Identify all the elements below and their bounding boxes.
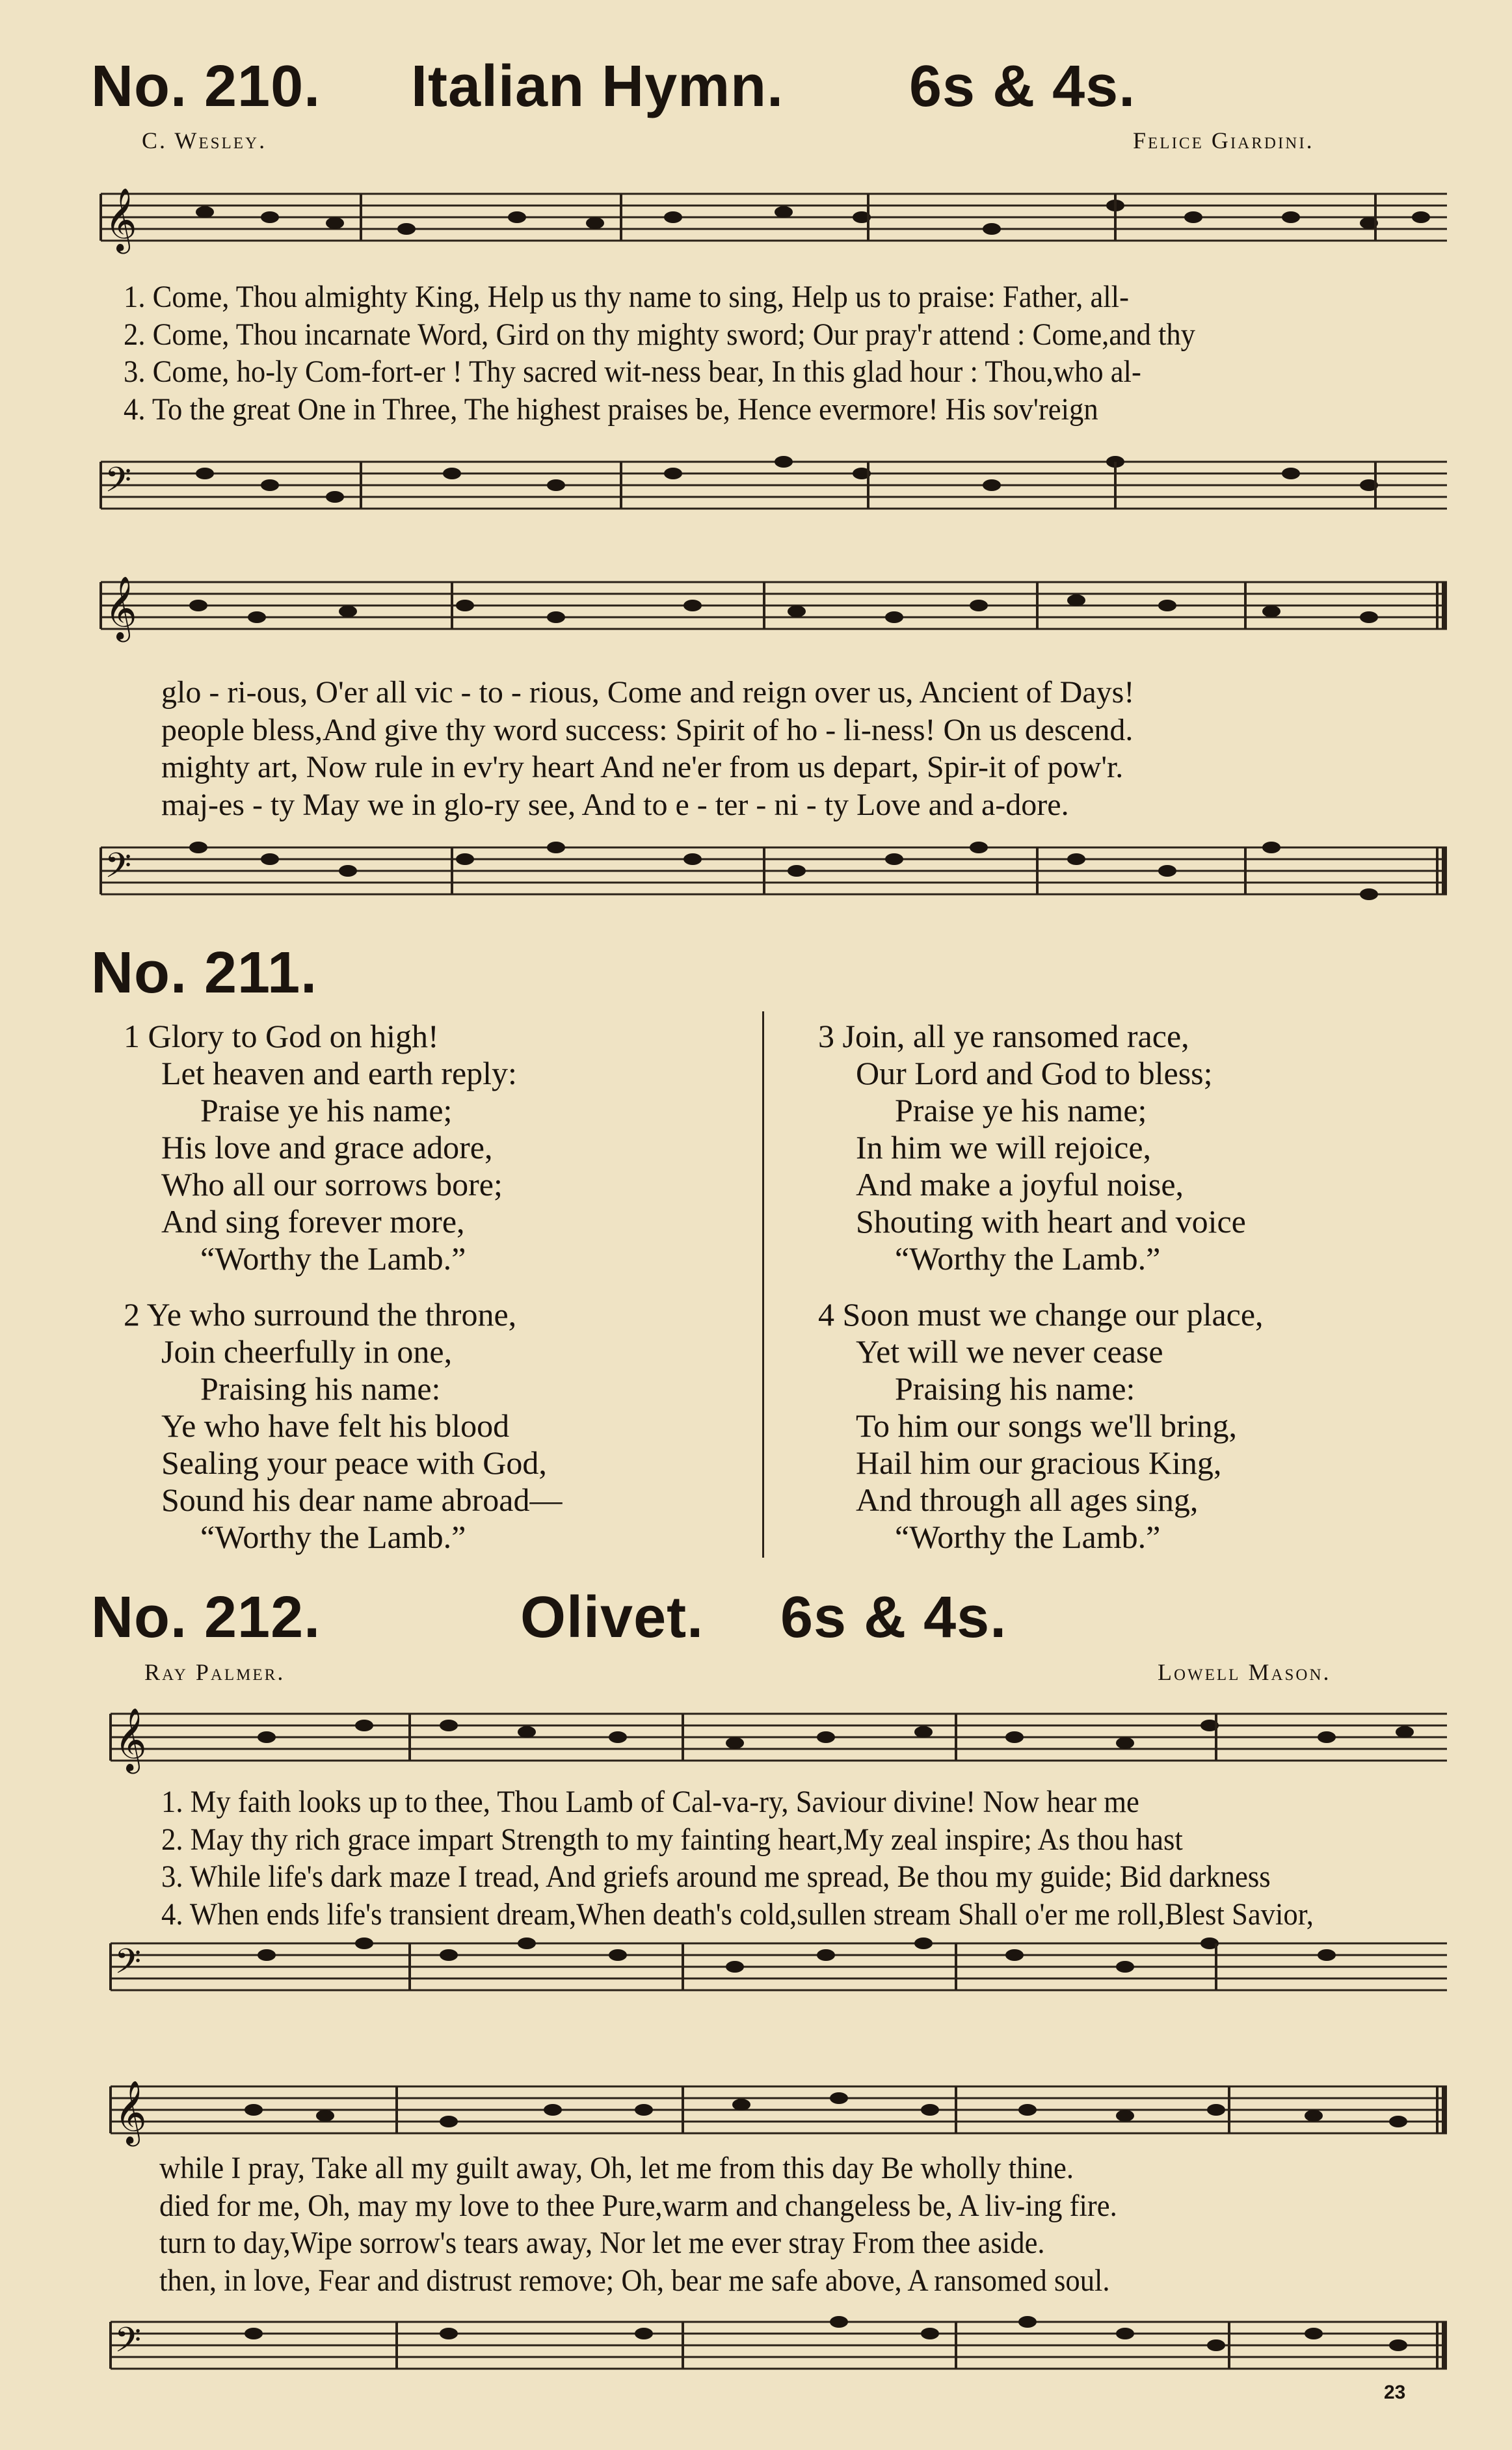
stanza-line: Ye who have felt his blood: [161, 1407, 510, 1444]
svg-text:𝄢: 𝄢: [105, 846, 132, 894]
hymn-211-number: No. 211.: [91, 940, 318, 1005]
treble-staff: [111, 1707, 1447, 1779]
bass-staff: [111, 1937, 1447, 2008]
verse-line: while I pray, Take all my guilt away, Oh, let me from this day Be wholly thine.: [159, 2151, 1074, 2185]
hymn-210-meter: 6s & 4s.: [909, 54, 1136, 119]
hymn-212-verse-lines-a: [161, 1783, 1314, 1933]
hymn-212-name: Olivet.: [520, 1585, 704, 1650]
stanza-1: [124, 1018, 517, 1277]
verse-line: maj-es - ty May we in glo-ry see, And to e - ter - ni - ty Love and a-dore.: [161, 787, 1069, 822]
hymn-210-author: C. Wesley.: [142, 127, 267, 153]
stanza-line: And make a joyful noise,: [856, 1166, 1184, 1203]
stanza-line: Praising his name:: [200, 1370, 441, 1407]
hymn-210-number: No. 210.: [91, 54, 321, 119]
page-number: 23: [1384, 2382, 1406, 2403]
treble-staff: [111, 2080, 1447, 2151]
stanza-line: In him we will rejoice,: [856, 1129, 1152, 1165]
stanza-4: [818, 1296, 1264, 1556]
stanza-line: Let heaven and earth reply:: [161, 1055, 517, 1091]
stanza-line: Soon must we change our place,: [842, 1296, 1264, 1333]
stanza-line: And sing forever more,: [161, 1203, 465, 1240]
treble-staff: [101, 187, 1447, 259]
treble-staff: [101, 576, 1447, 647]
hymn-212-meter: 6s & 4s.: [780, 1585, 1007, 1650]
hymn-212-author: Ray Palmer.: [144, 1659, 285, 1685]
verse-line: mighty art, Now rule in ev'ry heart And ne'er from us depart, Spir-it of pow'r.: [161, 750, 1124, 784]
stanza-line: Shouting with heart and voice: [856, 1203, 1246, 1240]
hymn-212-composer: Lowell Mason.: [1158, 1659, 1331, 1685]
stanza-number: 3: [818, 1018, 834, 1054]
stanza-line: And through all ages sing,: [856, 1482, 1199, 1518]
svg-text:𝄢: 𝄢: [114, 2321, 142, 2369]
hymn-212-verse-lines-b: [159, 2150, 1117, 2299]
verse-line: 1. My faith looks up to thee, Thou Lamb of Cal-va-ry, Saviour divine! Now hear me: [161, 1785, 1139, 1819]
stanza-line: “Worthy the Lamb.”: [895, 1519, 1161, 1555]
stanza-line: Join cheerfully in one,: [161, 1333, 453, 1370]
stanza-line: Our Lord and God to bless;: [856, 1055, 1213, 1091]
hymn-210-composer: Felice Giardini.: [1133, 127, 1314, 153]
verse-line: people bless,And give thy word success: Spirit of ho - li-ness! On us descend.: [161, 712, 1134, 747]
stanza-line: Hail him our gracious King,: [856, 1445, 1222, 1481]
verse-line: 2. May thy rich grace impart Strength to my fainting heart,My zeal inspire; As thou hast: [161, 1822, 1183, 1857]
stanza-line: “Worthy the Lamb.”: [895, 1240, 1161, 1277]
stanza-line: Praise ye his name;: [200, 1092, 453, 1128]
svg-text:𝄞: 𝄞: [114, 1707, 147, 1771]
stanza-line: Praising his name:: [895, 1370, 1135, 1407]
verse-line: 3. Come, ho-ly Com-fort-er ! Thy sacred wit-ness bear, In this glad hour : Thou,who al-: [124, 354, 1141, 389]
hymn-210-name: Italian Hymn.: [411, 54, 784, 119]
svg-text:𝄢: 𝄢: [105, 460, 132, 509]
stanza-line: His love and grace adore,: [161, 1129, 493, 1165]
svg-text:𝄞: 𝄞: [105, 187, 137, 251]
hymn-210-verse-lines-b: [161, 674, 1134, 823]
verse-line: glo - ri-ous, O'er all vic - to - rious, Come and reign over us, Ancient of Days!: [161, 675, 1135, 710]
stanza-number: 1: [124, 1018, 140, 1054]
stanza-number: 4: [818, 1296, 834, 1333]
stanza-line: Sound his dear name abroad—: [161, 1482, 563, 1518]
verse-line: 4. To the great One in Three, The highest praises be, Hence evermore! His sov'reign: [124, 392, 1098, 427]
svg-text:𝄞: 𝄞: [105, 576, 137, 639]
verse-line: 1. Come, Thou almighty King, Help us thy name to sing, Help us to praise: Father, all-: [124, 280, 1129, 314]
stanza-line: Who all our sorrows bore;: [161, 1166, 503, 1203]
stanza-3: [818, 1018, 1246, 1277]
stanza-line: “Worthy the Lamb.”: [200, 1240, 466, 1277]
verse-line: 4. When ends life's transient dream,When death's cold,sullen stream Shall o'er me roll,Blest Savior,: [161, 1897, 1314, 1932]
hymn-212-number: No. 212.: [91, 1585, 321, 1650]
stanza-line: Glory to God on high!: [148, 1018, 439, 1054]
bass-staff: [101, 841, 1447, 912]
svg-text:𝄢: 𝄢: [114, 1942, 142, 1990]
stanza-line: Yet will we never cease: [856, 1333, 1163, 1370]
stanza-2: [124, 1296, 563, 1556]
stanza-line: Join, all ye ransomed race,: [842, 1018, 1189, 1054]
verse-line: died for me, Oh, may my love to thee Pure,warm and changeless be, A liv-ing fire.: [159, 2188, 1117, 2223]
stanza-line: Ye who surround the throne,: [146, 1296, 517, 1333]
verse-line: then, in love, Fear and distrust remove; Oh, bear me safe above, A ransomed soul.: [159, 2263, 1110, 2298]
verse-line: 3. While life's dark maze I tread, And griefs around me spread, Be thou my guide; Bid darkness: [161, 1859, 1271, 1894]
stanza-number: 2: [124, 1296, 140, 1333]
column-divider: [762, 1011, 764, 1558]
stanza-line: “Worthy the Lamb.”: [200, 1519, 466, 1555]
stanza-line: Praise ye his name;: [895, 1092, 1147, 1128]
stanza-line: Sealing your peace with God,: [161, 1445, 547, 1481]
hymn-210-verse-lines-a: [124, 278, 1195, 428]
bass-staff: [111, 2315, 1447, 2387]
verse-line: turn to day,Wipe sorrow's tears away, Nor let me ever stray From thee aside.: [159, 2226, 1045, 2260]
svg-text:𝄞: 𝄞: [114, 2080, 147, 2144]
verse-line: 2. Come, Thou incarnate Word, Gird on thy mighty sword; Our pray'r attend : Come,and thy: [124, 317, 1196, 352]
stanza-line: To him our songs we'll bring,: [856, 1407, 1238, 1444]
bass-staff: [101, 455, 1447, 527]
